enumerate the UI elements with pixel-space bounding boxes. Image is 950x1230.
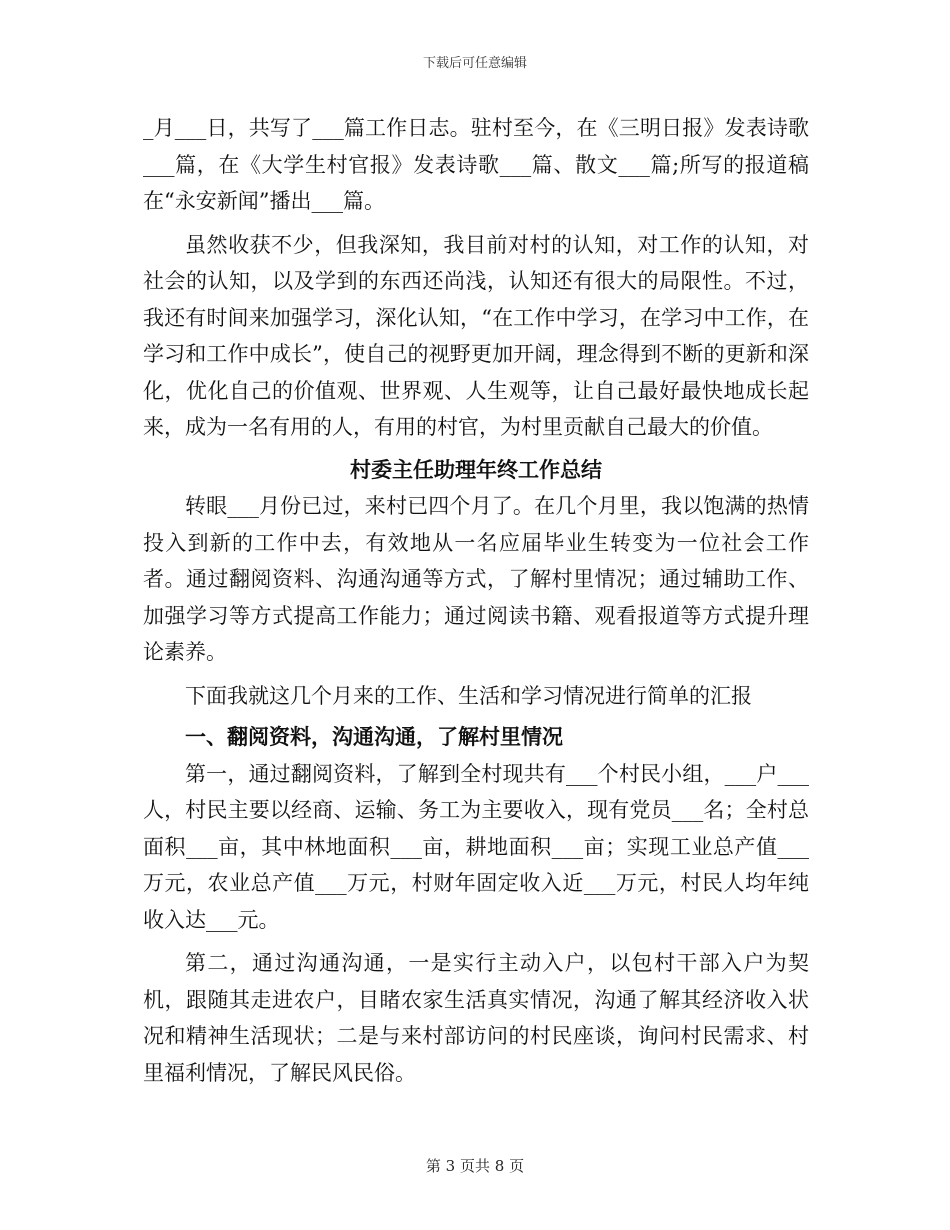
paragraph-1: _月___日，共写了___篇工作日志。驻村至今，在《三明日报》发表诗歌___篇，在《大学生村官报》发表诗歌___篇、散文___篇;所写的报道稿在“永安新闻”播出___篇。 — [143, 116, 809, 213]
paragraph-5: 第一，通过翻阅资料，了解到全村现共有___个村民小组，___户___人，村民主要以经商、运输、务工为主要收入，现有党员___名；全村总面积___亩，其中林地面积___亩，耕地面积___亩；实现工业总产值___万元，农业总产值___万元，村财年固定收入近___万元，村民人均年纯收入达___元。 — [143, 761, 809, 932]
document-title: 村委主任助理年终工作总结 — [350, 456, 602, 482]
paragraph-2: 虽然收获不少，但我深知，我目前对村的认知，对工作的认知，对社会的认知，以及学到的东西还尚浅，认知还有很大的局限性。不过，我还有时间来加强学习，深化认知，“在工作中学习，在学习中工作，在学习和工作中成长”，使自己的视野更加开阔，理念得到不断的更新和深化，优化自己的价值观、世界观、人生观等，让自己最好最快地成长起来，成为一名有用的人，有用的村官，为村里贡献自己最大的价值。 — [143, 232, 809, 439]
paragraph-3: 转眼___月份已过，来村已四个月了。在几个月里，我以饱满的热情投入到新的工作中去，有效地从一名应届毕业生转变为一位社会工作者。通过翻阅资料、沟通沟通等方式，了解村里情况；通过辅助工作、加强学习等方式提高工作能力；通过阅读书籍、观看报道等方式提升理论素养。 — [143, 494, 809, 664]
paragraph-4: 下面我就这几个月来的工作、生活和学习情况进行简单的汇报 — [185, 683, 752, 708]
document-body — [143, 110, 809, 1091]
paragraph-6: 第二，通过沟通沟通，一是实行主动入户，以包村干部入户为契机，跟随其走进农户，目睹农家生活真实情况，沟通了解其经济收入状况和精神生活现状；二是与来村部访问的村民座谈，询问村民需求、村里福利情况，了解民风民俗。 — [143, 951, 809, 1085]
page-header: 下载后可任意编辑 — [422, 56, 527, 71]
section-heading-1: 一、翻阅资料，沟通沟通，了解村里情况 — [185, 724, 563, 749]
page-footer: 第 3 页共 8 页 — [425, 1157, 525, 1175]
